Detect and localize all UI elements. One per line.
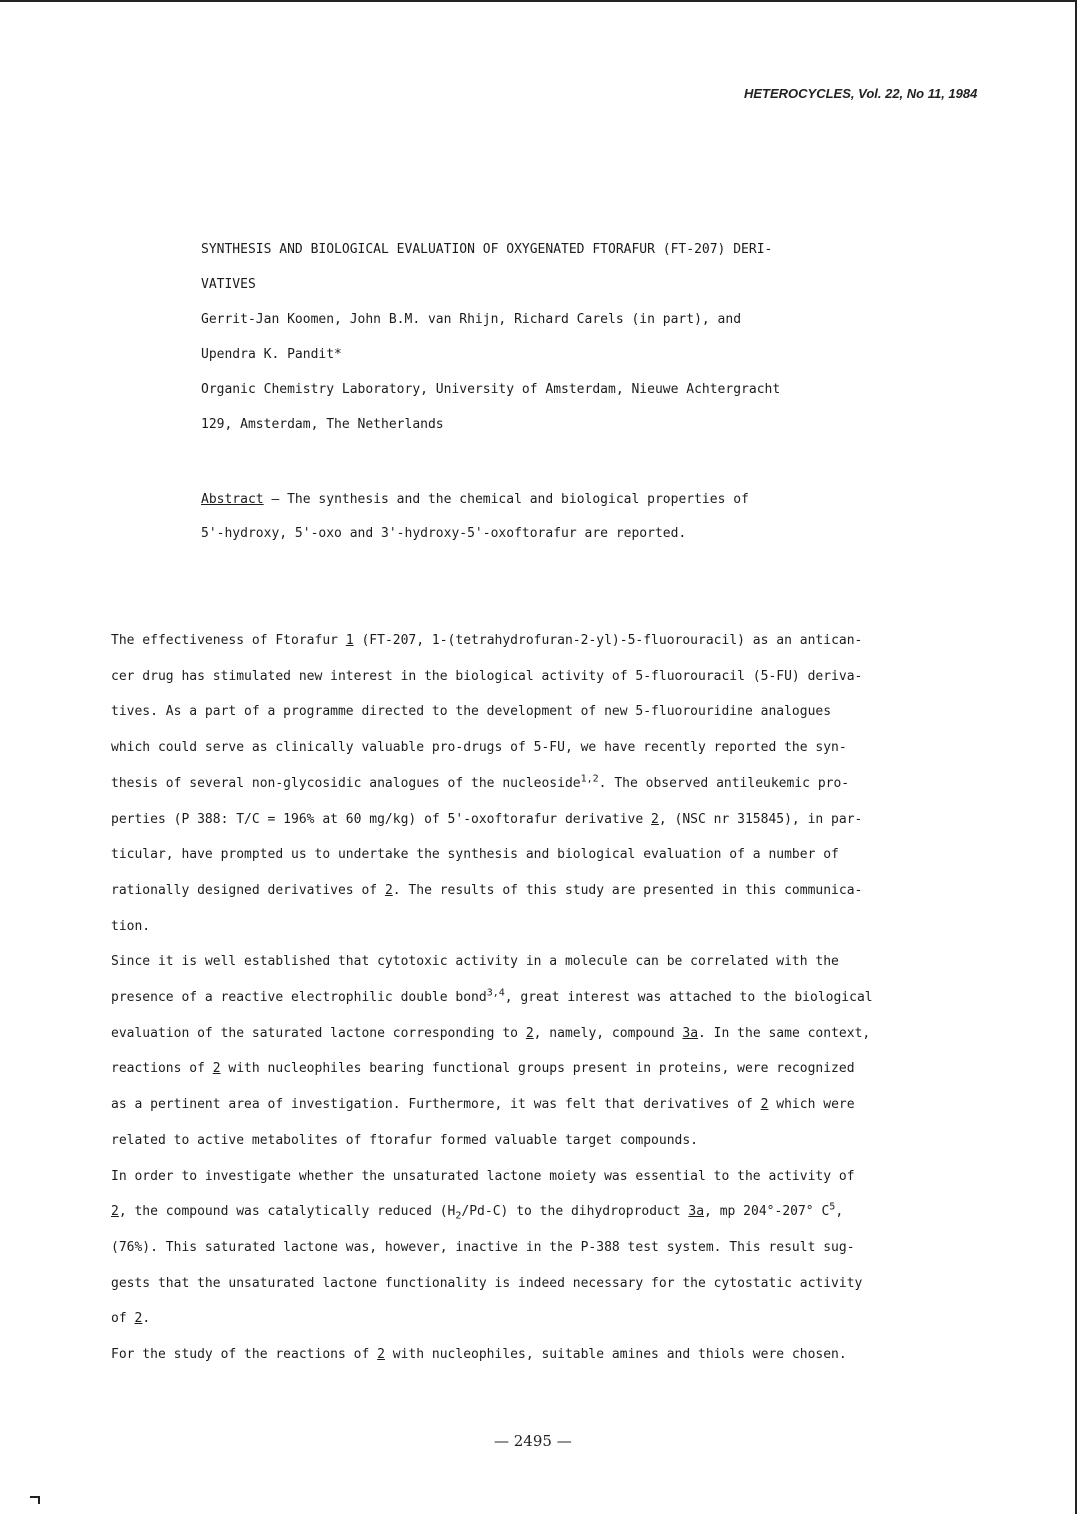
compound-ref: 3a: [688, 1204, 705, 1220]
affiliation-line: 129, Amsterdam, The Netherlands: [201, 417, 444, 432]
body-line: rationally designed derivatives of 2. The results of this study are presented in this communica-: [111, 882, 863, 898]
body-line: (76%). This saturated lactone was, however, inactive in the P-388 test system. This result sug-: [111, 1239, 855, 1255]
body-line: as a pertinent area of investigation. Furthermore, it was felt that derivatives of 2 which were: [111, 1097, 855, 1113]
affiliation-line: Organic Chemistry Laboratory, University of Amsterdam, Nieuwe Achtergracht: [201, 382, 781, 397]
journal-header: HETEROCYCLES, Vol. 22, No 11, 1984: [744, 86, 978, 101]
compound-ref: 2: [212, 1061, 221, 1077]
compound-ref: 2: [377, 1347, 385, 1363]
title-line: VATIVES: [201, 277, 256, 292]
body-line: perties (P 388: T/C = 196% at 60 mg/kg) of 5'-oxoftorafur derivative 2, (NSC nr 315845), in par-: [111, 811, 863, 827]
compound-ref: 2: [111, 1204, 119, 1220]
body-line: The effectiveness of Ftorafur 1 (FT-207, 1-(tetrahydrofuran-2-yl)-5-fluorouracil) as an antican-: [111, 633, 863, 648]
page-border-top: [0, 0, 1077, 2]
abstract-text: — The synthesis and the chemical and biological properties of: [263, 492, 749, 507]
compound-ref: 2: [384, 882, 393, 898]
body-line: gests that the unsaturated lactone functionality is indeed necessary for the cytostatic activity: [111, 1275, 863, 1291]
compound-ref: 1: [345, 633, 354, 648]
author-line: Upendra K. Pandit*: [201, 347, 342, 362]
body-line: evaluation of the saturated lactone corresponding to 2, namely, compound 3a. In the same context,: [111, 1025, 871, 1041]
citation-ref: 1,2: [580, 773, 599, 785]
abstract: [201, 483, 881, 551]
compound-ref: 2: [651, 811, 659, 827]
body-line: presence of a reactive electrophilic double bond$^{3,4}$, great interest was attached to the biological: [111, 987, 873, 1006]
body-line: thesis of several non-glycosidic analogues of the nucleoside$^{1,2}$. The observed antileukemic pro-: [111, 773, 850, 791]
compound-ref: 2: [525, 1025, 534, 1041]
citation-ref: 5: [829, 1201, 836, 1213]
body-line: For the study of the reactions of 2 with nucleophiles, suitable amines and thiols were chosen.: [111, 1347, 847, 1363]
body-line: In order to investigate whether the unsaturated lactone moiety was essential to the activity of: [111, 1168, 855, 1184]
abstract-line: 5'-hydroxy, 5'-oxo and 3'-hydroxy-5'-oxoftorafur are reported.: [201, 526, 687, 541]
body-line: of 2.: [111, 1311, 151, 1327]
compound-ref: 3a: [682, 1025, 699, 1041]
abstract-line: [201, 483, 881, 517]
body-line: tion.: [111, 918, 151, 934]
subscript: 2: [455, 1210, 462, 1222]
citation-ref: 3,4: [486, 987, 505, 999]
article-header: [201, 232, 881, 442]
author-line: Gerrit-Jan Koomen, John B.M. van Rhijn, Richard Carels (in part), and: [201, 312, 742, 327]
compound-ref: 2: [760, 1097, 769, 1113]
body-line: 2, the compound was catalytically reduced $(H_2/Pd-C)$ to the dihydroproduct 3a, mp 204°-207° $C^5$,: [111, 1201, 844, 1222]
abstract-label: Abstract: [201, 492, 264, 507]
body-line: which could serve as clinically valuable pro-drugs of 5-FU, we have recently reported the syn-: [111, 740, 847, 756]
body-line: reactions of 2 with nucleophiles bearing functional groups present in proteins, were recognized: [111, 1061, 855, 1077]
body-line: tives. As a part of a programme directed to the development of new 5-fluorouridine analogues: [111, 704, 832, 720]
body-line: Since it is well established that cytotoxic activity in a molecule can be correlated with the: [111, 954, 839, 970]
page-number: — 2495 —: [494, 1432, 572, 1450]
body-line: related to active metabolites of ftorafur formed valuable target compounds.: [111, 1132, 698, 1148]
title-line: SYNTHESIS AND BIOLOGICAL EVALUATION OF OXYGENATED FTORAFUR (FT-207) DERI-: [201, 242, 773, 257]
body-line: ticular, have prompted us to undertake the synthesis and biological evaluation of a number of: [111, 847, 839, 863]
body-text: [111, 623, 991, 1373]
body-line: cer drug has stimulated new interest in the biological activity of 5-fluorouracil (5-FU) deriva-: [111, 668, 863, 684]
corner-mark: [30, 1496, 40, 1504]
compound-ref: 2: [134, 1311, 143, 1327]
